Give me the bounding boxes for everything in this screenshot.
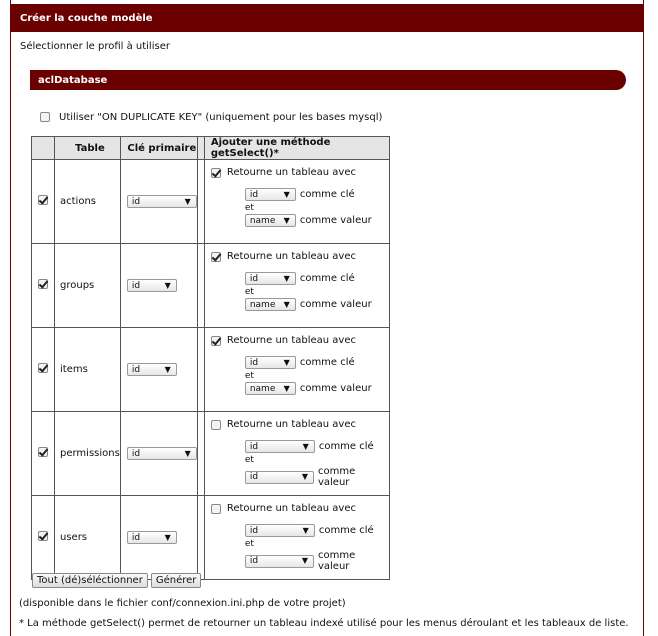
- primary-key-select[interactable]: [127, 279, 177, 292]
- as-value-label: comme valeur: [317, 466, 356, 488]
- chevron-down-icon: ▼: [283, 299, 290, 309]
- method-returns-label: Retourne un tableau avec: [226, 167, 356, 178]
- method-value-select[interactable]: [245, 555, 314, 568]
- method-value-select[interactable]: [245, 471, 314, 484]
- row-checkbox[interactable]: [38, 195, 48, 205]
- and-label: et: [244, 455, 254, 465]
- as-value-label: comme valeur: [299, 299, 372, 310]
- method-key-select[interactable]: [245, 524, 315, 537]
- primary-key-value: id: [131, 448, 141, 459]
- and-label: et: [244, 287, 254, 297]
- row-method-cell: [205, 160, 389, 244]
- method-option[interactable]: [211, 419, 356, 430]
- chevron-down-icon: ▼: [283, 189, 290, 199]
- primary-key-select[interactable]: [127, 531, 177, 544]
- header-table: Table: [55, 137, 121, 160]
- row-table-name: users: [55, 496, 121, 579]
- chevron-down-icon: ▼: [283, 383, 290, 393]
- chevron-down-icon: ▼: [283, 357, 290, 367]
- method-value-line: [245, 382, 372, 395]
- row-method-cell: [205, 496, 389, 579]
- method-checkbox[interactable]: [211, 420, 221, 430]
- table-row: [32, 496, 389, 579]
- method-returns-label: Retourne un tableau avec: [226, 419, 356, 430]
- method-value-value: name: [249, 215, 276, 226]
- duplicate-key-checkbox[interactable]: [40, 112, 50, 122]
- method-option[interactable]: [211, 503, 356, 514]
- method-checkbox[interactable]: [211, 168, 221, 178]
- duplicate-key-label: Utiliser "ON DUPLICATE KEY" (uniquement pour les bases mysql): [59, 111, 383, 123]
- chevron-down-icon: ▼: [301, 472, 308, 481]
- method-value-value: name: [249, 299, 276, 310]
- header-primary-key: Clé primaire: [121, 137, 198, 160]
- as-key-label: comme clé: [318, 441, 374, 452]
- chevron-down-icon: ▼: [184, 448, 191, 458]
- method-returns-label: Retourne un tableau avec: [226, 251, 356, 262]
- primary-key-value: id: [131, 532, 141, 543]
- as-key-label: comme clé: [299, 273, 355, 284]
- as-key-label: comme clé: [318, 525, 374, 536]
- primary-key-value: id: [131, 280, 141, 291]
- generate-button[interactable]: Générer: [151, 573, 202, 588]
- row-table-name: permissions: [55, 412, 121, 496]
- row-checkbox[interactable]: [38, 363, 48, 373]
- database-header[interactable]: aclDatabase: [30, 70, 626, 90]
- row-method-cell: [205, 328, 389, 412]
- method-key-select[interactable]: [245, 272, 296, 285]
- header-gap: [198, 137, 205, 160]
- method-returns-label: Retourne un tableau avec: [226, 335, 356, 346]
- row-select-cell: [32, 328, 55, 412]
- row-primary-key-cell: [121, 412, 198, 496]
- availability-note: (disponible dans le fichier conf/connexion.ini.php de votre projet): [19, 598, 346, 609]
- method-key-line: [245, 524, 374, 537]
- page-title: Créer la couche modèle: [10, 4, 644, 32]
- method-key-select[interactable]: [245, 440, 315, 453]
- method-value-value: id: [249, 556, 259, 566]
- method-value-line: [245, 298, 372, 311]
- row-gap: [198, 412, 205, 496]
- profile-label: Sélectionner le profil à utiliser: [20, 41, 170, 52]
- method-key-value: id: [249, 525, 259, 536]
- tables-grid: [31, 136, 390, 580]
- chevron-down-icon: ▼: [164, 280, 171, 290]
- and-label: et: [244, 203, 254, 213]
- method-key-value: id: [249, 273, 259, 284]
- method-checkbox[interactable]: [211, 252, 221, 262]
- method-key-select[interactable]: [245, 188, 296, 201]
- method-key-line: [245, 188, 355, 201]
- chevron-down-icon: ▼: [184, 196, 191, 206]
- method-key-line: [245, 356, 355, 369]
- row-primary-key-cell: [121, 160, 198, 244]
- footnote: * La méthode getSelect() permet de retourner un tableau indexé utilisé pour les menus déroulant et les tableaux de liste.: [19, 618, 629, 629]
- method-option[interactable]: [211, 167, 356, 178]
- as-key-label: comme clé: [299, 189, 355, 200]
- row-table-name: actions: [55, 160, 121, 244]
- duplicate-key-option[interactable]: [40, 110, 382, 124]
- row-checkbox[interactable]: [38, 447, 48, 457]
- method-key-value: id: [249, 357, 259, 368]
- table-row: [32, 244, 389, 328]
- row-select-cell: [32, 412, 55, 496]
- method-returns-label: Retourne un tableau avec: [226, 503, 356, 514]
- as-value-label: comme valeur: [299, 215, 372, 226]
- method-option[interactable]: [211, 251, 356, 262]
- chevron-down-icon: ▼: [164, 532, 171, 542]
- method-value-line: [245, 466, 389, 488]
- method-value-value: id: [249, 472, 259, 482]
- table-row: [32, 328, 389, 412]
- row-table-name: items: [55, 328, 121, 412]
- row-primary-key-cell: [121, 496, 198, 579]
- chevron-down-icon: ▼: [301, 556, 308, 565]
- table-row: [32, 160, 389, 244]
- and-label: et: [244, 371, 254, 381]
- method-value-line: [245, 214, 372, 227]
- row-select-cell: [32, 244, 55, 328]
- row-checkbox[interactable]: [38, 531, 48, 541]
- row-gap: [198, 160, 205, 244]
- method-value-select[interactable]: [245, 214, 296, 227]
- row-gap: [198, 328, 205, 412]
- header-select: [32, 137, 55, 160]
- method-value-value: name: [249, 383, 276, 394]
- row-select-cell: [32, 160, 55, 244]
- primary-key-select[interactable]: [127, 195, 197, 208]
- method-key-select[interactable]: [245, 356, 296, 369]
- table-row: [32, 412, 389, 496]
- row-gap: [198, 496, 205, 579]
- and-label: et: [244, 539, 254, 549]
- method-value-select[interactable]: [245, 382, 296, 395]
- row-gap: [198, 244, 205, 328]
- toggle-all-button[interactable]: Tout (dé)séléctionner: [32, 573, 148, 588]
- method-option[interactable]: [211, 335, 356, 346]
- primary-key-value: id: [131, 364, 141, 375]
- method-key-line: [245, 272, 355, 285]
- row-primary-key-cell: [121, 244, 198, 328]
- chevron-down-icon: ▼: [164, 364, 171, 374]
- row-method-cell: [205, 412, 389, 496]
- method-value-select[interactable]: [245, 298, 296, 311]
- chevron-down-icon: ▼: [302, 441, 309, 451]
- primary-key-select[interactable]: [127, 363, 177, 376]
- chevron-down-icon: ▼: [302, 525, 309, 535]
- as-key-label: comme clé: [299, 357, 355, 368]
- row-method-cell: [205, 244, 389, 328]
- method-key-line: [245, 440, 374, 453]
- method-key-value: id: [249, 189, 259, 200]
- method-checkbox[interactable]: [211, 336, 221, 346]
- action-buttons: [32, 573, 204, 588]
- method-value-line: [245, 550, 389, 572]
- as-value-label: comme valeur: [317, 550, 356, 572]
- row-table-name: groups: [55, 244, 121, 328]
- header-method: Ajouter une méthode getSelect()*: [205, 137, 389, 160]
- primary-key-value: id: [131, 196, 141, 207]
- method-checkbox[interactable]: [211, 504, 221, 514]
- row-select-cell: [32, 496, 55, 579]
- method-key-value: id: [249, 441, 259, 452]
- row-primary-key-cell: [121, 328, 198, 412]
- chevron-down-icon: ▼: [283, 273, 290, 283]
- as-value-label: comme valeur: [299, 383, 372, 394]
- primary-key-select[interactable]: [127, 447, 197, 460]
- row-checkbox[interactable]: [38, 279, 48, 289]
- chevron-down-icon: ▼: [283, 215, 290, 225]
